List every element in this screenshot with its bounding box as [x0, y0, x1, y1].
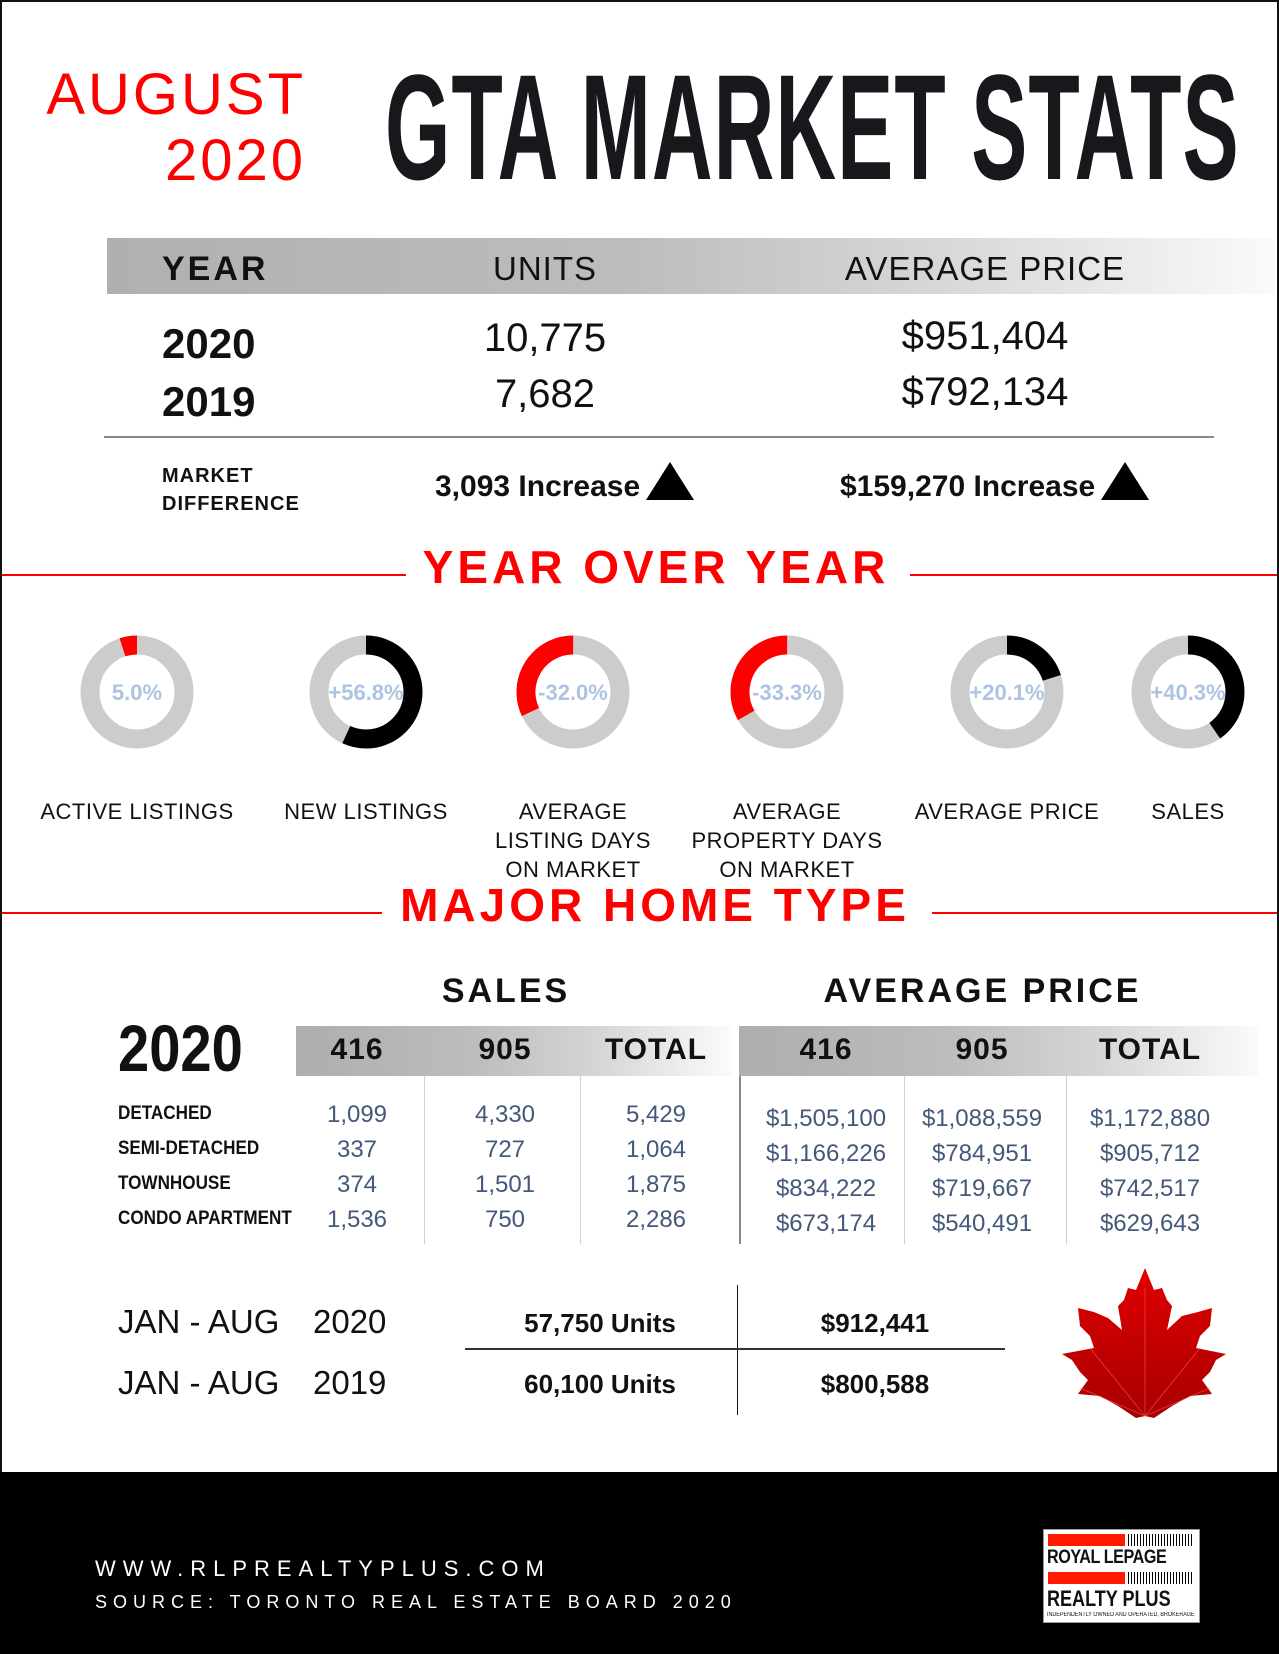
donut-value: +56.8% [328, 680, 404, 705]
price-cell: $1,088,559 [921, 1105, 1043, 1132]
yoy-item [687, 627, 887, 884]
summary-divider [104, 436, 1214, 438]
sales-column-header: 905 [478, 1033, 532, 1066]
yoy-item [473, 627, 673, 884]
price-cell: $784,951 [931, 1140, 1033, 1167]
home-type-section-title: MAJOR HOME TYPE [400, 879, 910, 931]
price-difference-text: $159,270 Increase [840, 470, 1096, 503]
summary-header-year: YEAR [162, 250, 269, 288]
yoy-section-title: YEAR OVER YEAR [422, 541, 890, 593]
sales-cell: 1,064 [625, 1136, 687, 1163]
up-triangle-icon [646, 462, 694, 500]
logo-line-1: ROYAL LEPAGE [1047, 1547, 1167, 1568]
ytd-units: 60,100 Units [524, 1369, 676, 1399]
yoy-item [266, 627, 466, 826]
donut-label: AVERAGE PRICE [914, 799, 1100, 824]
ytd-price: $912,441 [820, 1308, 930, 1338]
sales-cell: 5,429 [625, 1101, 687, 1128]
summary-row-price: $951,404 [901, 314, 1069, 358]
report-year: 2020 [164, 128, 306, 193]
summary-header-price: AVERAGE PRICE [844, 250, 1126, 287]
brokerage-logo [1043, 1529, 1200, 1623]
price-cell: $629,643 [1099, 1210, 1201, 1237]
sales-cell: 337 [336, 1136, 378, 1163]
ytd-period: JAN - AUG [118, 1303, 280, 1340]
ytd-period: JAN - AUG [118, 1364, 280, 1401]
donut-label: NEW LISTINGS [284, 799, 448, 824]
price-cell: $673,174 [775, 1210, 877, 1237]
logo-line-2: REALTY PLUS [1047, 1586, 1171, 1611]
ytd-year: 2019 [313, 1364, 387, 1401]
ytd-price: $800,588 [820, 1369, 930, 1399]
sales-cell: 2,286 [625, 1206, 687, 1233]
section-divider-right [910, 574, 1277, 576]
column-divider [580, 1076, 581, 1244]
donut-chart [301, 627, 431, 757]
section-divider-right [932, 912, 1277, 914]
section-divider-left [2, 574, 406, 576]
donut-chart [722, 627, 852, 757]
price-cell: $905,712 [1099, 1140, 1201, 1167]
donut-chart [942, 627, 1072, 757]
summary-row-year: 2020 [162, 320, 256, 367]
page-title: GTA MARKET STATS [385, 43, 1240, 211]
donut-value: +40.3% [1150, 680, 1226, 705]
ytd-units: 57,750 Units [524, 1308, 676, 1338]
donut-chart [72, 627, 202, 757]
market-difference-label: MARKET DIFFERENCE [162, 465, 300, 515]
price-column-header: TOTAL [1098, 1033, 1202, 1066]
sales-cell: 1,501 [474, 1171, 536, 1198]
summary-row-units: 7,682 [494, 372, 596, 416]
ytd-vertical-divider [737, 1285, 738, 1415]
donut-value: 5.0% [111, 680, 163, 705]
summary-row-price: $792,134 [901, 370, 1069, 414]
units-difference-text: 3,093 Increase [435, 470, 641, 503]
yoy-item [37, 627, 237, 826]
price-cell: $742,517 [1099, 1175, 1201, 1202]
home-type-label: CONDO APARTMENT [118, 1208, 292, 1229]
source-note: SOURCE: TORONTO REAL ESTATE BOARD 2020 [95, 1592, 737, 1612]
donut-chart [508, 627, 638, 757]
price-table-title: AVERAGE PRICE [823, 972, 1142, 1010]
report-period [40, 62, 306, 194]
sales-cell: 1,536 [326, 1206, 388, 1233]
donut-label: AVERAGE LISTING DAYS ON MARKET [495, 799, 651, 882]
price-cell: $540,491 [931, 1210, 1033, 1237]
sales-column-header: 416 [330, 1033, 384, 1066]
yoy-item [907, 627, 1107, 826]
yoy-item [1088, 627, 1279, 826]
sales-table-title: SALES [441, 972, 571, 1010]
donut-value: -33.3% [752, 680, 822, 705]
report-month: AUGUST [46, 62, 306, 127]
price-cell: $1,172,880 [1089, 1105, 1211, 1132]
donut-value: -32.0% [538, 680, 608, 705]
ytd-year: 2020 [313, 1303, 387, 1340]
home-type-year: 2020 [118, 1011, 243, 1085]
units-difference [435, 462, 694, 504]
summary-row-year: 2019 [162, 378, 256, 425]
donut-label: ACTIVE LISTINGS [40, 799, 234, 824]
sales-cell: 4,330 [474, 1101, 536, 1128]
sales-column-header: TOTAL [604, 1033, 708, 1066]
ytd-horizontal-divider [465, 1348, 1005, 1350]
logo-line-3: INDEPENDENTLY OWNED AND OPERATED, BROKERAGE [1047, 1612, 1195, 1618]
home-type-label: DETACHED [118, 1103, 212, 1124]
donut-chart [1123, 627, 1253, 757]
donut-label: AVERAGE PROPERTY DAYS ON MARKET [691, 799, 883, 882]
summary-header-units: UNITS [493, 250, 597, 287]
price-cell: $1,505,100 [765, 1105, 887, 1132]
summary-row-units: 10,775 [483, 316, 607, 360]
price-cell: $1,166,226 [765, 1140, 887, 1167]
maple-leaf-icon [1050, 1268, 1240, 1426]
donut-label: SALES [1151, 799, 1225, 824]
sales-cell: 750 [484, 1206, 526, 1233]
home-type-label: SEMI-DETACHED [118, 1138, 260, 1159]
price-cell: $834,222 [775, 1175, 877, 1202]
sales-cell: 727 [484, 1136, 526, 1163]
section-divider-left [2, 912, 382, 914]
price-column-header: 416 [799, 1033, 853, 1066]
sales-cell: 374 [336, 1171, 378, 1198]
donut-value: +20.1% [969, 680, 1045, 705]
website-link[interactable]: WWW.RLPREALTYPLUS.COM [95, 1556, 551, 1581]
price-difference [840, 462, 1149, 504]
home-type-label: TOWNHOUSE [118, 1173, 231, 1194]
sales-cell: 1,099 [326, 1101, 388, 1128]
up-triangle-icon [1101, 462, 1149, 500]
price-column-header: 905 [955, 1033, 1009, 1066]
price-cell: $719,667 [931, 1175, 1033, 1202]
sales-cell: 1,875 [625, 1171, 687, 1198]
